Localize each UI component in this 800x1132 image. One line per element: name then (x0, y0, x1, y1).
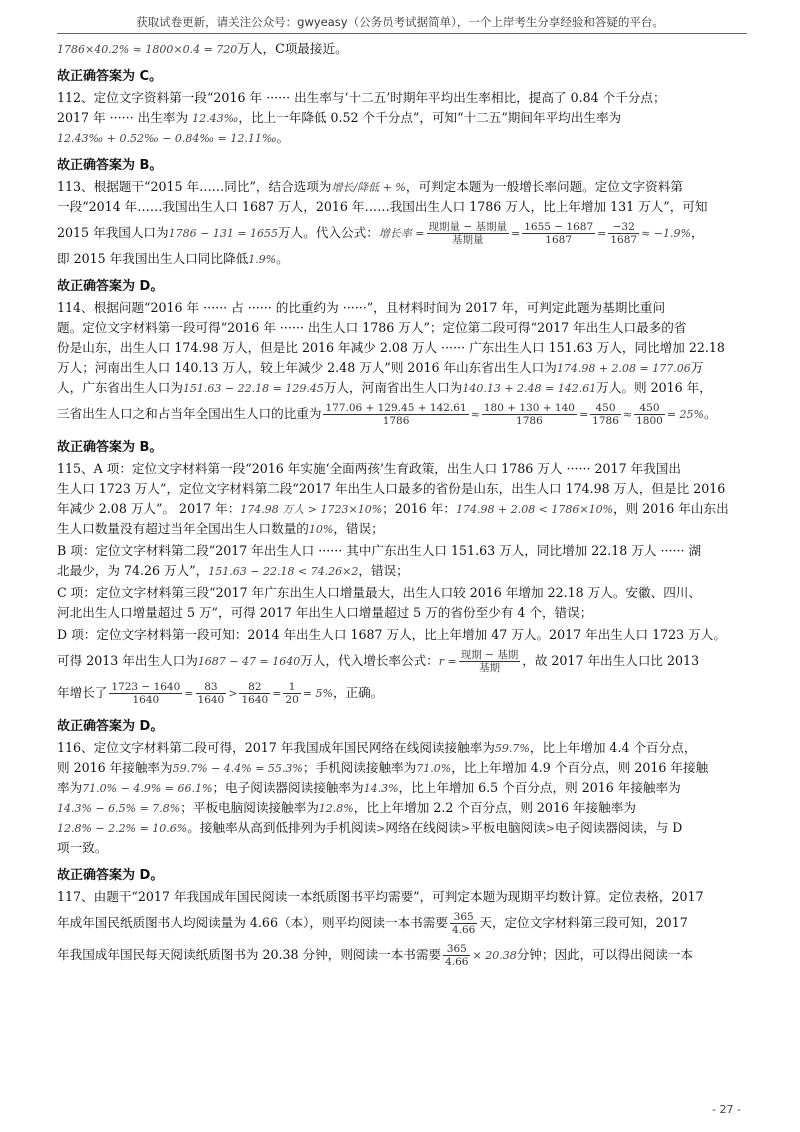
math-expression: 12.8% (318, 802, 354, 815)
fraction (109, 681, 182, 706)
fraction-numerator: 现期 − 基期 (460, 649, 519, 661)
math-expression: = 25% (666, 408, 705, 421)
fraction-denominator: 基期量 (427, 233, 509, 246)
fraction-numerator: 177.06 + 129.45 + 142.61 (325, 402, 467, 414)
math-expression: 151.63 − 22.18 < 74.26×2 (208, 565, 359, 578)
fraction-numerator: −32 (612, 221, 635, 233)
text-span: ，正确。 (332, 685, 384, 700)
text-span: 万人，河南省出生人口为 (323, 380, 463, 395)
text-span: ，则 2016 年山东出 (613, 501, 729, 516)
fraction (608, 221, 639, 246)
math-expression: = (597, 227, 607, 240)
header-notice: 获取试卷更新，请关注公众号：gwyeasy（公务员考试据简单），一个上岸考生分享经验和答疑的平台。 (136, 15, 664, 29)
answer-line: 故正确答案为 D。 (57, 868, 164, 883)
text-span: 则 2016 年接触率为 (57, 760, 173, 775)
text-span: 平板电脑阅读 (470, 820, 546, 835)
math-expression: > (376, 822, 386, 835)
math-expression: 增长/降低 + % (331, 181, 406, 194)
text-span: 年增长了 (57, 685, 108, 700)
fraction (283, 681, 300, 706)
answer-line: 故正确答案为 B。 (57, 440, 163, 455)
math-expression: 140.13 + 2.48 = 142.61 (462, 382, 597, 395)
text-line: 份是山东，出生人口 174.98 万人，但是比 2016 年减少 2.08 万人 ······ 广东出生人口 151.63 万人，同比增加 22.18 (57, 340, 725, 355)
fraction-denominator: 20 (285, 694, 299, 706)
text-span: 北最少，为 74.26 万人”， (57, 563, 209, 578)
answer-line: 故正确答案为 D。 (57, 279, 164, 294)
text-line (57, 378, 751, 398)
math-expression: ≈ (470, 408, 480, 421)
fraction (522, 221, 595, 246)
text-span: 万人，代入增长率公式： (300, 653, 439, 668)
math-expression: 14.3% − 6.5% = 7.8% (57, 802, 181, 815)
text-line: 一段“2014 年……我国出生人口 1687 万人，2016 年……我国出生人口 1786 万人，比上年增加 131 万人”，可知 (57, 199, 708, 214)
math-expression: 71.0% (416, 762, 452, 775)
fraction (443, 943, 470, 968)
text-line (57, 249, 751, 269)
fraction-numerator: 1 (288, 681, 296, 693)
text-span: ，可判定本题为一般增长率问题。定位文字资料第 (405, 179, 683, 194)
text-line: D 项：定位文字材料第一段可知：2014 年出生人口 1687 万人，比上年增加 47 万人。2017 年出生人口 1723 万人。 (57, 627, 726, 642)
fraction-denominator: 1800 (636, 415, 663, 427)
fraction-denominator: 基期 (459, 661, 520, 674)
math-expression: > (545, 822, 555, 835)
text-line (57, 818, 751, 838)
fraction-denominator: 1687 (610, 234, 638, 246)
fraction-numerator: 82 (248, 681, 262, 693)
answer-line: 故正确答案为 D。 (57, 719, 164, 734)
text-span: 可得 2013 年出生人口为 (57, 653, 198, 668)
fraction-numerator: 83 (204, 681, 218, 693)
text-span: 人，广东省出生人口为 (57, 380, 183, 395)
text-span: 电子阅读器阅读，与 D (554, 820, 683, 835)
math-expression: = (184, 687, 194, 700)
text-span: 即 2015 年我国出生人口同比降低 (57, 251, 249, 266)
question-112: 112、定位文字资料第一段“2016 年 ······ 出生率与‘十二五’时期年平均出生率相比，提高了 0.84 个千分点； (57, 90, 666, 105)
text-line: 河北出生人口增量超过 5 万”，可得 2017 年出生人口增量超过 5 万的省份至少有 4 个，错误； (57, 605, 593, 620)
text-span: ，故 2017 年出生人口比 2013 (522, 653, 700, 668)
question-113 (57, 177, 751, 197)
text-line (57, 108, 751, 128)
fraction-numerator: 现期量 − 基期量 (428, 221, 507, 233)
formula-line (57, 398, 751, 430)
text-line (57, 758, 751, 778)
text-span: ， (690, 225, 704, 240)
question-115: 115、A 项：定位文字材料第一段“2016 年实施‘全面两孩’生育政策，出生人口 1786 万人 ······ 2017 年我国出 (57, 461, 681, 476)
text-span: 年成年国民纸质图书人均阅读量为 4.66（本），则平均阅读一本书需要 (57, 915, 448, 930)
math-expression: > (228, 687, 238, 700)
text-line: 项一致。 (57, 840, 108, 855)
fraction-denominator: 1687 (522, 233, 595, 246)
fraction (427, 221, 509, 246)
text-span: 。 (704, 406, 717, 421)
fraction (323, 402, 468, 427)
text-line: B 项：定位文字材料第二段“2017 年出生人口 ······ 其中广东出生人口 151.63 万人，同比增加 22.18 万人 ······ 湖 (57, 543, 702, 558)
text-span: 116、定位文字材料第二段可得，2017 年我国成年国民网络在线阅读接触率为 (57, 740, 495, 755)
math-expression: 1687 − 47 = 1640 (197, 655, 301, 668)
text-span: 网络在线阅读 (385, 820, 461, 835)
fraction-numerator: 450 (595, 402, 616, 414)
text-span: 万人。代入公式： (278, 225, 379, 240)
text-span: ，错误； (358, 563, 409, 578)
math-expression: 12.8% − 2.2% = 10.6% (57, 822, 188, 835)
math-expression: ≈ −1.9% (641, 227, 691, 240)
math-expression: = 5% (302, 687, 333, 700)
text-span: 天，定位文字材料第三段可知，2017 (479, 915, 688, 930)
formula-line (57, 217, 751, 249)
answer-line: 故正确答案为 B。 (57, 158, 163, 173)
fraction (459, 649, 520, 674)
math-expression: 1786 − 131 = 1655 (168, 227, 279, 240)
text-span: 分钟；因此，可以得出阅读一本 (516, 947, 694, 962)
text-line: 题。定位文字材料第一段可得“2016 年 ······ 出生人口 1786 万人”；定位第二段可得“2017 年出生人口最多的省 (57, 320, 687, 335)
fraction-numerator: 1655 − 1687 (524, 221, 594, 233)
document-body (57, 39, 751, 971)
fraction-numerator: 180 + 130 + 140 (483, 402, 575, 414)
math-expression: > (460, 822, 471, 835)
text-line (57, 128, 751, 148)
page-header (0, 0, 800, 36)
math-expression: 151.63 − 22.18 = 129.45 (182, 382, 324, 395)
text-span: ；手机阅读接触率为 (302, 760, 417, 775)
fraction (482, 402, 577, 427)
text-span: ；2016 年： (382, 501, 456, 516)
fraction-numerator: 1723 − 1640 (111, 681, 181, 693)
fraction-denominator: 4.66 (451, 924, 476, 936)
fraction-numerator: 365 (446, 943, 467, 955)
fraction (450, 911, 477, 936)
text-span: 率为 (57, 780, 83, 795)
math-expression: 174.98 + 2.08 < 1786×10% (456, 503, 614, 516)
math-expression: × 20.38 (472, 949, 517, 962)
text-span: 年我国成年国民每天阅读纸质图书为 20.38 分钟，则阅读一本书需要 (57, 947, 442, 962)
text-span: ，比上一年降低 0.52 个千分点”，可知“十二五”期间年平均出生率为 (238, 110, 622, 125)
question-114: 114、根据问题“2016 年 ······ 占 ······ 的比重约为 ······”，且材料时间为 2017 年，可判定此题为基期比重问 (57, 300, 666, 315)
fraction (196, 681, 227, 706)
text-span: ，比上年增加 4.9 个百分点，则 2016 年接触 (451, 760, 709, 775)
text-span: 万 (690, 360, 704, 375)
math-expression: 174.98 + 2.08 = 177.06 (556, 362, 691, 375)
text-span: 万人；河南出生人口 140.13 万人，较上年减少 2.48 万人”则 2016 年山东省出生人口为 (57, 360, 557, 375)
header-divider (57, 33, 747, 34)
text-span: 生人口数量没有超过当年全国出生人口数量的 (57, 521, 309, 536)
math-expression: 1.9% (248, 253, 277, 266)
text-span: ，比上年增加 4.4 个百分点， (529, 740, 697, 755)
math-expression: 14.3% (363, 782, 399, 795)
text-span: 113、根据题干“2015 年……同比”，结合选项为 (57, 179, 332, 194)
fraction-denominator: 1786 (592, 415, 619, 427)
text-span: 万人，C项最接近。 (237, 41, 348, 56)
math-expression: 59.7% − 4.4% = 55.3% (172, 762, 303, 775)
text-span: ；平板电脑阅读接触率为 (180, 800, 319, 815)
fraction (239, 681, 270, 706)
math-expression: 增长率 = (378, 227, 425, 240)
text-span: 2015 年我国人口为 (57, 225, 169, 240)
math-expression: 59.7% (494, 742, 530, 755)
text-line: 生人口 1723 万人”，定位文字材料第二段“2017 年出生人口最多的省份是山东，出生人口 174.98 万人，但是比 2016 (57, 481, 726, 496)
math-expression: 71.0% − 4.9% = 66.1% (82, 782, 213, 795)
math-expression: 10% (308, 523, 334, 536)
text-line: C 项：定位文字材料第三段“2017 年广东出生人口增量最大，出生人口较 2016 年增加 22.18 万人。安徽、四川、 (57, 585, 701, 600)
text-line (57, 358, 751, 378)
fraction (590, 402, 621, 427)
fraction-numerator: 450 (639, 402, 660, 414)
formula-line (57, 907, 751, 939)
fraction-denominator: 1786 (482, 414, 577, 427)
formula-line (57, 939, 751, 971)
text-span: ；电子阅读器阅读接触率为 (212, 780, 364, 795)
page-number: - 27 - (712, 1103, 741, 1116)
fraction (634, 402, 665, 427)
text-span: 。 (276, 251, 289, 266)
math-expression: 12.43‰ + 0.52‰ − 0.84‰ = 12.11‰ (57, 132, 277, 145)
text-line (57, 798, 751, 818)
math-expression: 174.98 万人 > 1723×10% (240, 503, 383, 516)
text-span: 2017 年 ······ 出生率为 (57, 110, 189, 125)
text-line (57, 561, 751, 581)
math-expression: ≈ (622, 408, 633, 421)
text-span: ，错误； (333, 521, 384, 536)
text-span: 。 (276, 130, 290, 145)
fraction-denominator: 1640 (241, 694, 269, 706)
text-span: 年减少 2.08 万人”。 2017 年： (57, 501, 241, 516)
question-116 (57, 738, 751, 758)
text-span: ，比上年增加 2.2 个百分点，则 2016 年接触率为 (353, 800, 636, 815)
math-expression: = (510, 227, 521, 240)
math-expression: r = (438, 655, 457, 668)
text-line (57, 39, 751, 59)
question-117: 117、由题干“2017 年我国成年国民阅读一本纸质图书平均需要”，可判定本题为现期平均数计算。定位表格，2017 (57, 889, 704, 904)
text-line (57, 499, 751, 519)
text-span: 。接触率从高到低排列为手机阅读 (187, 820, 377, 835)
formula-line (57, 677, 751, 709)
formula-line (57, 645, 751, 677)
math-expression: = (578, 408, 589, 421)
text-span: 万人。则 2016 年， (596, 380, 712, 395)
answer-line: 故正确答案为 C。 (57, 69, 163, 84)
fraction-denominator: 1640 (197, 694, 225, 706)
fraction-denominator: 1786 (323, 414, 468, 427)
math-expression: = (272, 687, 282, 700)
text-span: ，比上年增加 6.5 个百分点，则 2016 年接触率为 (398, 780, 681, 795)
math-expression: 12.43‰ (192, 112, 239, 125)
fraction-denominator: 4.66 (445, 956, 469, 968)
text-line (57, 778, 751, 798)
text-line (57, 519, 751, 539)
math-expression: 1786×40.2% ≈ 1800×0.4 = 720 (57, 43, 238, 56)
fraction-numerator: 365 (453, 911, 474, 923)
text-span: 三省出生人口之和占当年全国出生人口的比重为 (57, 406, 322, 421)
fraction-denominator: 1640 (109, 693, 182, 706)
